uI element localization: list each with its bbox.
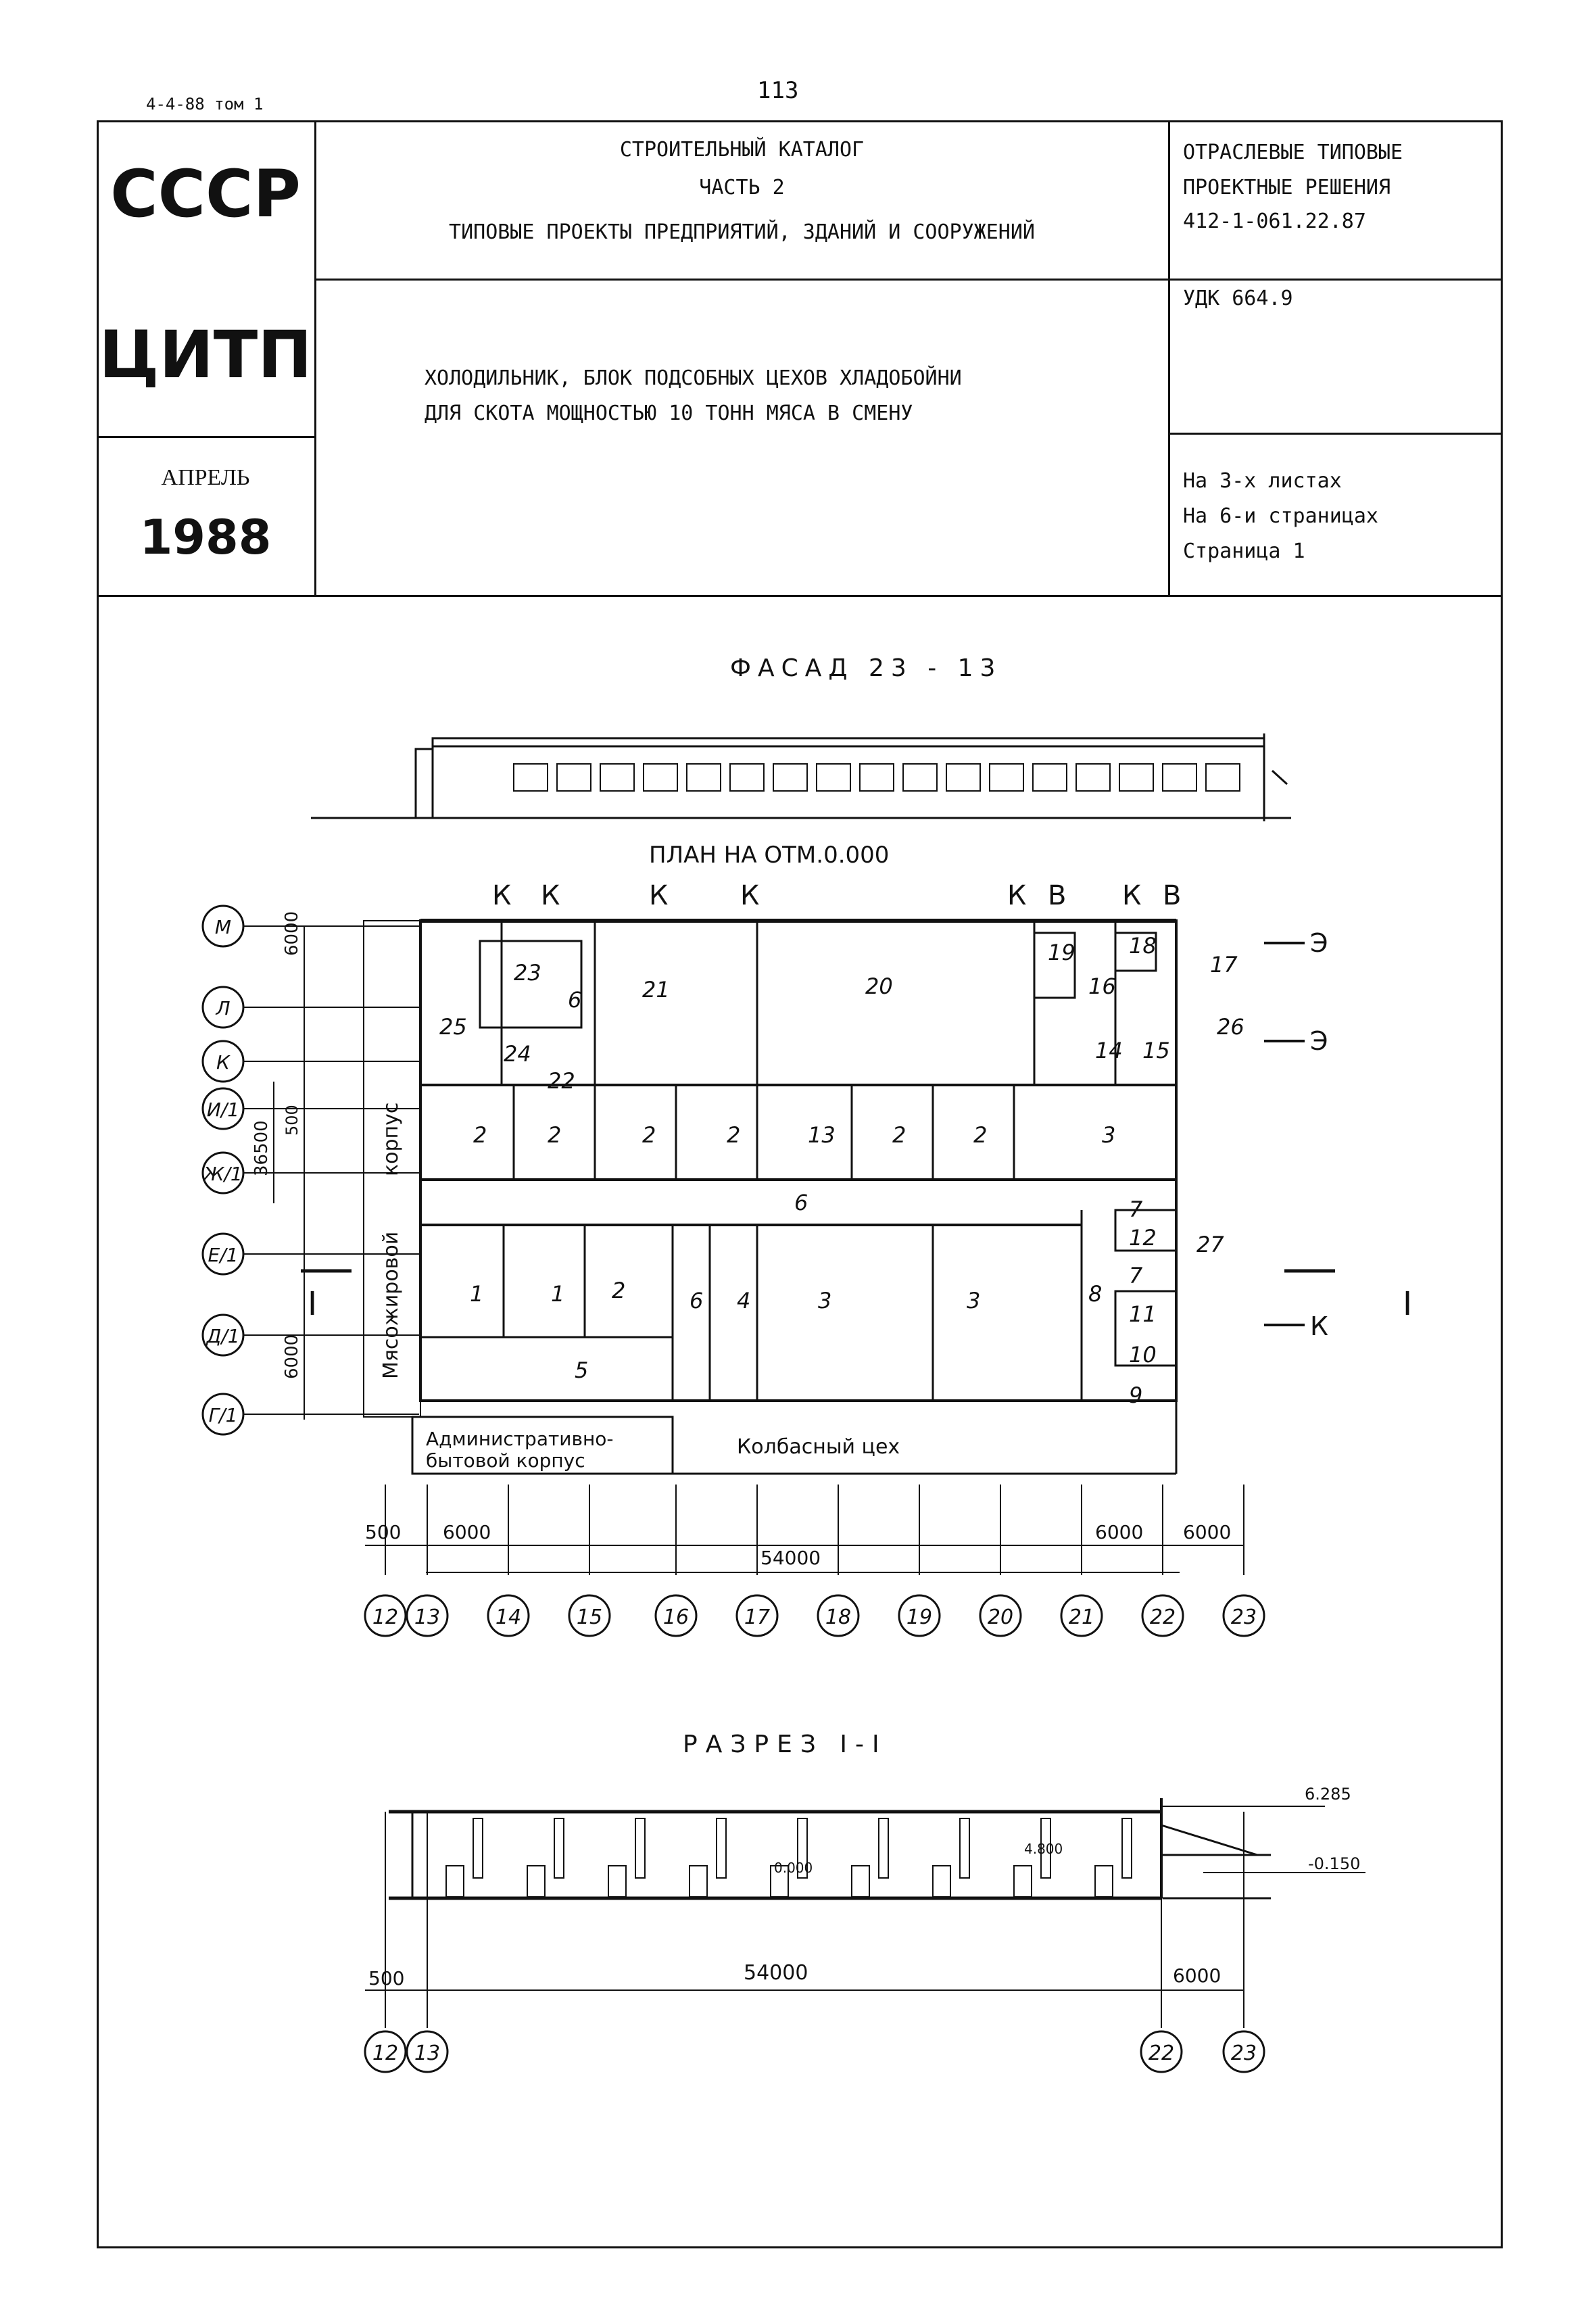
catalog-line-2: ЧАСТЬ 2 [699, 176, 785, 199]
room-number: 4 [737, 1288, 751, 1313]
section-axis-label: 13 [414, 2042, 441, 2065]
branch-line-2: ПРОЕКТНЫЕ РЕШЕНИЯ [1183, 176, 1391, 199]
room-number: 2 [892, 1122, 906, 1148]
section-door [527, 1866, 545, 1897]
label-admin-2: бытовой корпус [426, 1449, 585, 1472]
facade-window [1163, 764, 1196, 791]
project-title-line-1: ХОЛОДИЛЬНИК, БЛОК ПОДСОБНЫХ ЦЕХОВ ХЛАДОБОЙНИ [425, 366, 962, 390]
section-column [554, 1818, 564, 1878]
facade-window [1119, 764, 1153, 791]
section-door [933, 1866, 950, 1897]
row-axis-label: Д/1 [206, 1325, 240, 1347]
tome-label: 4-4-88 том 1 [146, 95, 264, 114]
row-axis-label: Е/1 [208, 1244, 239, 1266]
pages-count: На 6-и страницах [1183, 504, 1378, 528]
col-axis-label: 12 [372, 1606, 399, 1629]
section-column [717, 1818, 726, 1878]
room-number: 3 [967, 1288, 981, 1313]
room-number: 15 [1142, 1038, 1170, 1063]
room-number: 14 [1095, 1038, 1123, 1063]
dim-54000: 54000 [760, 1547, 821, 1569]
issue-month: АПРЕЛЬ [161, 465, 250, 490]
section-door [690, 1866, 707, 1897]
facade-window [990, 764, 1023, 791]
room-number: 1 [470, 1281, 484, 1307]
row-axis-label: М [214, 916, 232, 938]
col-axis-label: 23 [1230, 1606, 1257, 1629]
row-axis-label: К [216, 1051, 230, 1073]
room-number: 19 [1048, 940, 1075, 965]
label-sausage: Колбасный цех [737, 1435, 900, 1459]
room-number: 8 [1088, 1281, 1103, 1307]
section-title: РАЗРЕЗ I-I [683, 1731, 888, 1758]
section-door [1014, 1866, 1032, 1897]
room-number: 16 [1088, 973, 1116, 999]
page-index: Страница 1 [1183, 539, 1305, 563]
section-k-6: К [1122, 880, 1142, 911]
dim-500-bottom: 500 [365, 1521, 402, 1543]
room-number: 11 [1129, 1301, 1157, 1327]
org-ussr: СССР [110, 156, 301, 232]
section-column [635, 1818, 645, 1878]
branch-line-1: ОТРАСЛЕВЫЕ ТИПОВЫЕ [1183, 141, 1403, 164]
facade-window [1206, 764, 1240, 791]
label-admin-1: Административно- [426, 1428, 614, 1450]
section-column [1122, 1818, 1132, 1878]
room-number: 18 [1129, 933, 1157, 959]
row-axis-label: Ж/1 [203, 1163, 243, 1185]
section-column [473, 1818, 483, 1878]
room-number: 22 [548, 1068, 575, 1094]
org-citp: ЦИТП [99, 317, 312, 393]
room-number: 3 [1102, 1122, 1116, 1148]
section-e-2: Э [1310, 1026, 1328, 1056]
section-k-1: К [492, 880, 512, 911]
room-number: 1 [551, 1281, 565, 1307]
room-number: 13 [808, 1122, 836, 1148]
facade-window [557, 764, 591, 791]
catalog-line-3: ТИПОВЫЕ ПРОЕКТЫ ПРЕДПРИЯТИЙ, ЗДАНИЙ И СООРУЖЕНИЙ [449, 220, 1035, 244]
room-number: 17 [1210, 952, 1238, 978]
room-number: 12 [1129, 1225, 1157, 1251]
section-door [1095, 1866, 1113, 1897]
dim-6000-bottom-2: 6000 [1095, 1521, 1144, 1543]
section-k-side: К [1310, 1311, 1328, 1341]
sec-dim-6000: 6000 [1173, 1964, 1222, 1987]
room-number: 7 [1129, 1263, 1143, 1288]
room-number: 10 [1129, 1342, 1157, 1368]
label-korpus: корпус [379, 1102, 403, 1176]
room-number: 24 [504, 1041, 531, 1067]
facade-window [730, 764, 764, 791]
facade-window [860, 764, 894, 791]
section-b-1: В [1048, 880, 1067, 911]
elev-0000: 0.000 [774, 1860, 813, 1876]
room-number: 2 [473, 1122, 487, 1148]
section-mark-right: I [1403, 1285, 1413, 1323]
room-number: 9 [1129, 1382, 1143, 1408]
col-axis-label: 21 [1068, 1606, 1095, 1629]
col-axis-label: 19 [906, 1606, 933, 1629]
section-door [852, 1866, 869, 1897]
room-number: 2 [642, 1122, 656, 1148]
section-door [446, 1866, 464, 1897]
room-number: 6 [794, 1190, 808, 1215]
room-number: 20 [865, 973, 893, 999]
col-axis-label: 14 [495, 1606, 522, 1629]
facade-window [773, 764, 807, 791]
dim-6000-bottom-1: 6000 [443, 1521, 491, 1543]
room-number: 6 [690, 1288, 704, 1313]
elev-6285: 6.285 [1305, 1785, 1351, 1804]
dim-6000-bottom-3: 6000 [1183, 1521, 1232, 1543]
page-number: 113 [757, 77, 799, 104]
section-column [879, 1818, 888, 1878]
col-axis-label: 16 [662, 1606, 690, 1629]
room-number: 6 [568, 987, 582, 1013]
sec-dim-500: 500 [368, 1967, 405, 1989]
elev-minus-0150: -0.150 [1308, 1854, 1361, 1873]
issue-year: 1988 [139, 510, 272, 565]
dim-36500: 36500 [251, 1120, 272, 1176]
dim-6000-left-1: 6000 [282, 911, 302, 956]
section-column [960, 1818, 969, 1878]
facade-window [514, 764, 548, 791]
room-number: 21 [642, 977, 670, 1003]
section-k-2: К [541, 880, 560, 911]
section-e-1: Э [1310, 928, 1328, 958]
sheets-count: На 3-х листах [1183, 469, 1342, 493]
facade-window [600, 764, 634, 791]
facade-window [817, 764, 850, 791]
section-b-2: В [1163, 880, 1182, 911]
facade-window [687, 764, 721, 791]
section-k-5: К [1007, 880, 1027, 911]
catalog-line-1: СТРОИТЕЛЬНЫЙ КАТАЛОГ [619, 138, 865, 162]
row-axis-label: И/1 [206, 1099, 240, 1121]
dim-6000-left-2: 6000 [282, 1334, 302, 1379]
col-axis-label: 20 [987, 1606, 1014, 1629]
section-k-3: К [649, 880, 669, 911]
section-axis-label: 22 [1148, 2042, 1175, 2065]
room-number: 2 [727, 1122, 741, 1148]
col-axis-label: 17 [744, 1606, 771, 1629]
sec-dim-54000: 54000 [744, 1961, 808, 1985]
section-mark-left: I [308, 1285, 318, 1323]
plan-title: ПЛАН НА ОТМ.0.000 [649, 842, 890, 869]
row-axis-label: Л [216, 997, 231, 1019]
col-axis-label: 13 [414, 1606, 441, 1629]
section-axis-label: 12 [372, 2042, 399, 2065]
room-number: 26 [1217, 1014, 1244, 1040]
facade-window [1033, 764, 1067, 791]
room-number: 25 [439, 1014, 467, 1040]
col-axis-label: 22 [1149, 1606, 1176, 1629]
dim-500-left: 500 [283, 1105, 301, 1136]
room-number: 2 [973, 1122, 988, 1148]
section-drawing [365, 1798, 1365, 2072]
section-door [608, 1866, 626, 1897]
facade-window [946, 764, 980, 791]
facade-window [1076, 764, 1110, 791]
section-axis-label: 23 [1230, 2042, 1257, 2065]
room-number: 5 [575, 1357, 589, 1383]
facade-window [644, 764, 677, 791]
facade-window [903, 764, 937, 791]
room-number: 3 [818, 1288, 832, 1313]
elev-4800: 4.800 [1024, 1841, 1063, 1857]
project-title-line-2: ДЛЯ СКОТА МОЩНОСТЬЮ 10 ТОНН МЯСА В СМЕНУ [425, 402, 913, 425]
room-number: 27 [1196, 1232, 1224, 1257]
label-meat-fat: Мясожировой [379, 1231, 403, 1379]
col-axis-label: 18 [825, 1606, 852, 1629]
room-number: 7 [1129, 1197, 1143, 1222]
udk-code: УДК 664.9 [1183, 287, 1293, 310]
row-axis-label: Г/1 [208, 1404, 238, 1426]
room-number: 23 [514, 960, 541, 986]
room-number: 2 [548, 1122, 562, 1148]
project-code: 412-1-061.22.87 [1183, 210, 1366, 233]
col-axis-label: 15 [576, 1606, 603, 1629]
room-number: 2 [612, 1278, 626, 1303]
facade-title: ФАСАД 23 - 13 [730, 654, 1002, 682]
facade-elevation [311, 733, 1291, 821]
section-k-4: К [740, 880, 760, 911]
